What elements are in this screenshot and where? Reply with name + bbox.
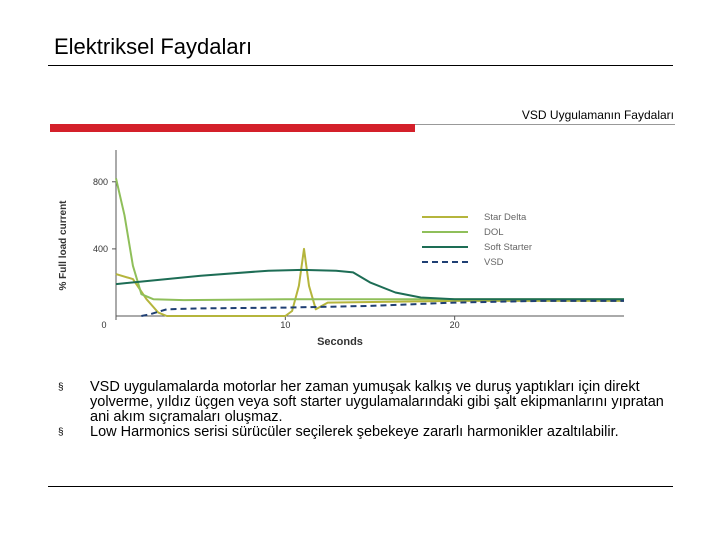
footer-divider: [48, 486, 673, 487]
legend-label: Soft Starter: [484, 242, 533, 253]
page-title: Elektriksel Faydaları: [54, 34, 253, 59]
bullet-marker: §: [58, 427, 64, 438]
accent-bar: [50, 124, 415, 132]
bullet-text: Low Harmonics serisi sürücüler seçilerek şebekeye zararlı harmonikler azaltılabilir.: [90, 424, 619, 440]
bullet-text: VSD uygulamalarda motorlar her zaman yumuşak kalkış ve duruş yaptıkları için direkt yolverme, yıldız üçgen veya soft starter uygulamalarındaki gibi şalt ekipmanlarını yıpratan ani akım sıçramaları oluşmaz.: [90, 379, 664, 425]
y-axis-label: % Full load current: [58, 200, 69, 291]
legend-label: DOL: [484, 227, 504, 238]
series-line-soft-starter: [116, 270, 624, 299]
subtitle-divider: [415, 124, 675, 125]
current-chart: [50, 140, 640, 355]
x-tick-label: 0: [101, 320, 107, 330]
y-tick-label: 800: [92, 176, 108, 187]
x-axis-label: Seconds: [317, 336, 363, 348]
bullet-marker: §: [58, 382, 64, 393]
bullet-item: [58, 425, 678, 440]
title-divider: [48, 65, 673, 66]
y-tick-label: 400: [92, 243, 108, 254]
bullet-item: [58, 380, 678, 425]
chart-subtitle: VSD Uygulamanın Faydaları: [521, 108, 674, 122]
chart-legend: [422, 212, 532, 268]
bullet-list: [58, 380, 678, 440]
x-tick-label: 10: [280, 320, 291, 330]
x-tick-label: 20: [449, 320, 460, 330]
chart-axes: [58, 150, 624, 348]
chart-series: [116, 178, 624, 316]
legend-label: VSD: [484, 257, 504, 268]
legend-label: Star Delta: [484, 212, 527, 223]
series-line-vsd: [141, 301, 624, 316]
